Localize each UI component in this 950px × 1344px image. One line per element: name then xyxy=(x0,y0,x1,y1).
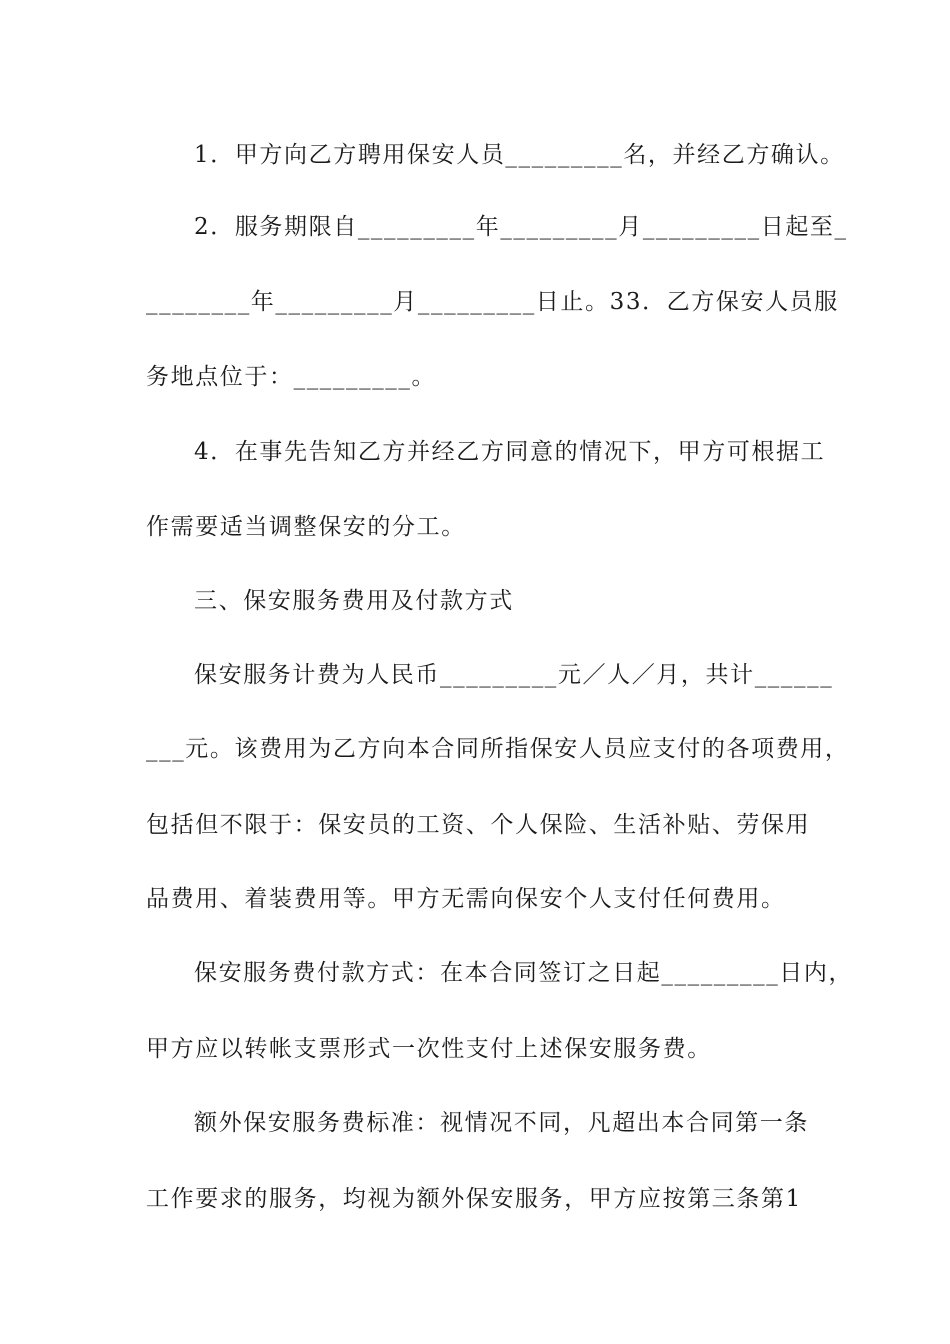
payment-paragraph-line-2: 甲方应以转帐支票形式一次性支付上述保安服务费。 xyxy=(146,1036,712,1062)
extra-fee-paragraph-line-2: 工作要求的服务，均视为额外保安服务，甲方应按第三条第1 xyxy=(146,1186,802,1212)
clause-4-line-2: 作需要适当调整保安的分工。 xyxy=(146,514,466,540)
clause-2-line-1: 2．服务期限自_________年_________月_________日起至_ xyxy=(194,214,848,240)
clause-1-line: 1．甲方向乙方聘用保安人员_________名，并经乙方确认。 xyxy=(194,142,845,168)
fee-paragraph-line-3: 包括但不限于：保安员的工资、个人保险、生活补贴、劳保用 xyxy=(146,812,811,838)
clause-3-line-2: 务地点位于：_________。 xyxy=(146,364,437,390)
clause-4-line-1: 4．在事先告知乙方并经乙方同意的情况下，甲方可根据工 xyxy=(194,439,826,465)
payment-paragraph-line-1: 保安服务费付款方式：在本合同签订之日起_________日内， xyxy=(194,960,854,986)
fee-paragraph-line-2: ___元。该费用为乙方向本合同所指保安人员应支付的各项费用， xyxy=(146,736,850,762)
extra-fee-paragraph-line-1: 额外保安服务费标准：视情况不同，凡超出本合同第一条 xyxy=(194,1110,809,1136)
fee-paragraph-line-4: 品费用、着装费用等。甲方无需向保安个人支付任何费用。 xyxy=(146,886,786,912)
section-heading: 三、保安服务费用及付款方式 xyxy=(194,588,514,614)
fee-paragraph-line-1: 保安服务计费为人民币_________元／人／月，共计______ xyxy=(194,662,834,688)
clause-2-line-2: ________年_________月_________日止。33．乙方保安人员服 xyxy=(146,289,839,315)
